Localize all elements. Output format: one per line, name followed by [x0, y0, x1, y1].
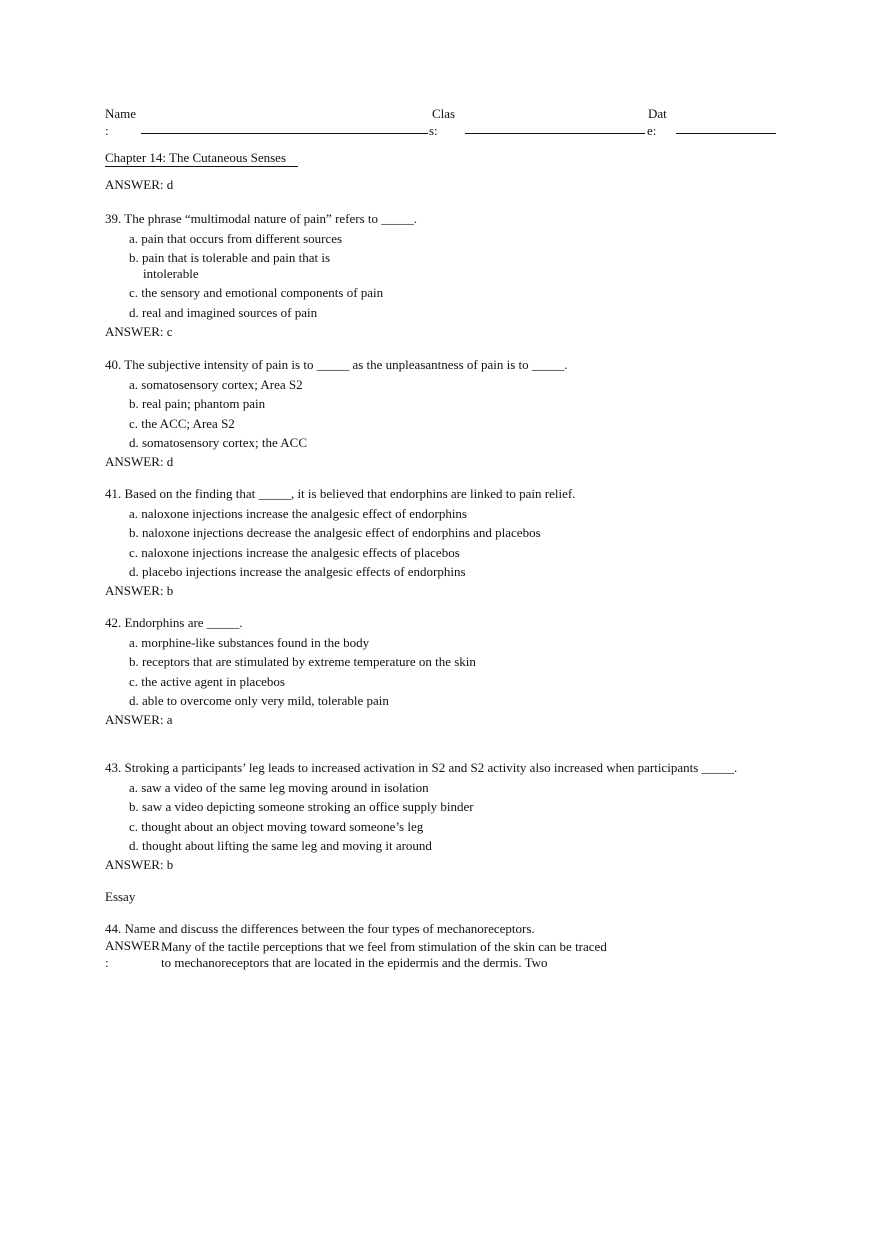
question-42	[105, 615, 795, 728]
option-b: b. naloxone injections decrease the analgesic effect of endorphins and placebos	[129, 525, 541, 541]
class-label-suffix: s:	[429, 123, 438, 138]
chapter-title: Chapter 14: The Cutaneous Senses	[105, 150, 298, 167]
essay-question-44: 44. Name and discuss the differences between the four types of mechanoreceptors.	[105, 921, 535, 936]
question-stem: 43. Stroking a participants’ leg leads to increased activation in S2 and S2 activity also increased when participants _____.	[105, 760, 738, 775]
essay-answer-line-1: Many of the tactile perceptions that we feel from stimulation of the skin can be traced	[161, 939, 607, 954]
date-label-suffix: e:	[647, 123, 657, 138]
option-d: d. thought about lifting the same leg and moving it around	[129, 838, 432, 854]
answer: ANSWER: a	[105, 711, 173, 727]
question-stem: 40. The subjective intensity of pain is to _____ as the unpleasantness of pain is to _____.	[105, 357, 568, 372]
option-d: d. real and imagined sources of pain	[129, 304, 318, 320]
name-label: Name	[105, 106, 137, 121]
option-c: c. the active agent in placebos	[129, 673, 285, 689]
class-label: Clas	[432, 106, 456, 121]
option-d: d. somatosensory cortex; the ACC	[129, 435, 308, 451]
name-field-line[interactable]	[141, 133, 428, 134]
option-b: b. pain that is tolerable and pain that is intolerable	[129, 250, 331, 281]
answer: ANSWER: d	[105, 453, 174, 469]
question-40	[105, 357, 795, 470]
answer: ANSWER: b	[105, 582, 174, 598]
date-label: Dat	[648, 106, 667, 121]
option-a: a. naloxone injections increase the analgesic effect of endorphins	[129, 505, 467, 521]
option-b: b. real pain; phantom pain	[129, 396, 266, 412]
question-stem: 41. Based on the finding that _____, it is believed that endorphins are linked to pain relief.	[105, 486, 576, 501]
class-field-line[interactable]	[465, 133, 645, 134]
essay-answer-line-2: to mechanoreceptors that are located in the epidermis and the dermis. Two	[161, 955, 548, 970]
option-a: a. morphine-like substances found in the body	[129, 634, 370, 650]
date-field-line[interactable]	[676, 133, 776, 134]
option-c: c. thought about an object moving toward someone’s leg	[129, 818, 424, 834]
question-43	[105, 760, 795, 873]
question-stem: 42. Endorphins are _____.	[105, 615, 243, 630]
option-a: a. somatosensory cortex; Area S2	[129, 376, 303, 392]
question-stem: 39. The phrase “multimodal nature of pain” refers to _____.	[105, 211, 418, 226]
option-d: d. able to overcome only very mild, tolerable pain	[129, 693, 389, 709]
option-c: c. the sensory and emotional components of pain	[129, 285, 384, 301]
answer: ANSWER: c	[105, 323, 173, 339]
essay-answer-label: ANSWER	[105, 938, 160, 953]
previous-answer: ANSWER: d	[105, 177, 174, 192]
option-a: a. pain that occurs from different sources	[129, 230, 343, 246]
option-c: c. the ACC; Area S2	[129, 415, 235, 431]
name-label-colon: :	[105, 123, 109, 138]
option-b: b. saw a video depicting someone stroking an office supply binder	[129, 799, 474, 815]
answer: ANSWER: b	[105, 856, 174, 872]
option-a: a. saw a video of the same leg moving around in isolation	[129, 779, 429, 795]
option-d: d. placebo injections increase the analgesic effects of endorphins	[129, 564, 466, 580]
essay-answer-label-colon: :	[105, 955, 109, 970]
question-41	[105, 486, 795, 599]
option-c: c. naloxone injections increase the analgesic effects of placebos	[129, 544, 460, 560]
question-39	[105, 211, 795, 339]
section-heading-essay: Essay	[105, 889, 136, 904]
option-b: b. receptors that are stimulated by extreme temperature on the skin	[129, 654, 476, 670]
